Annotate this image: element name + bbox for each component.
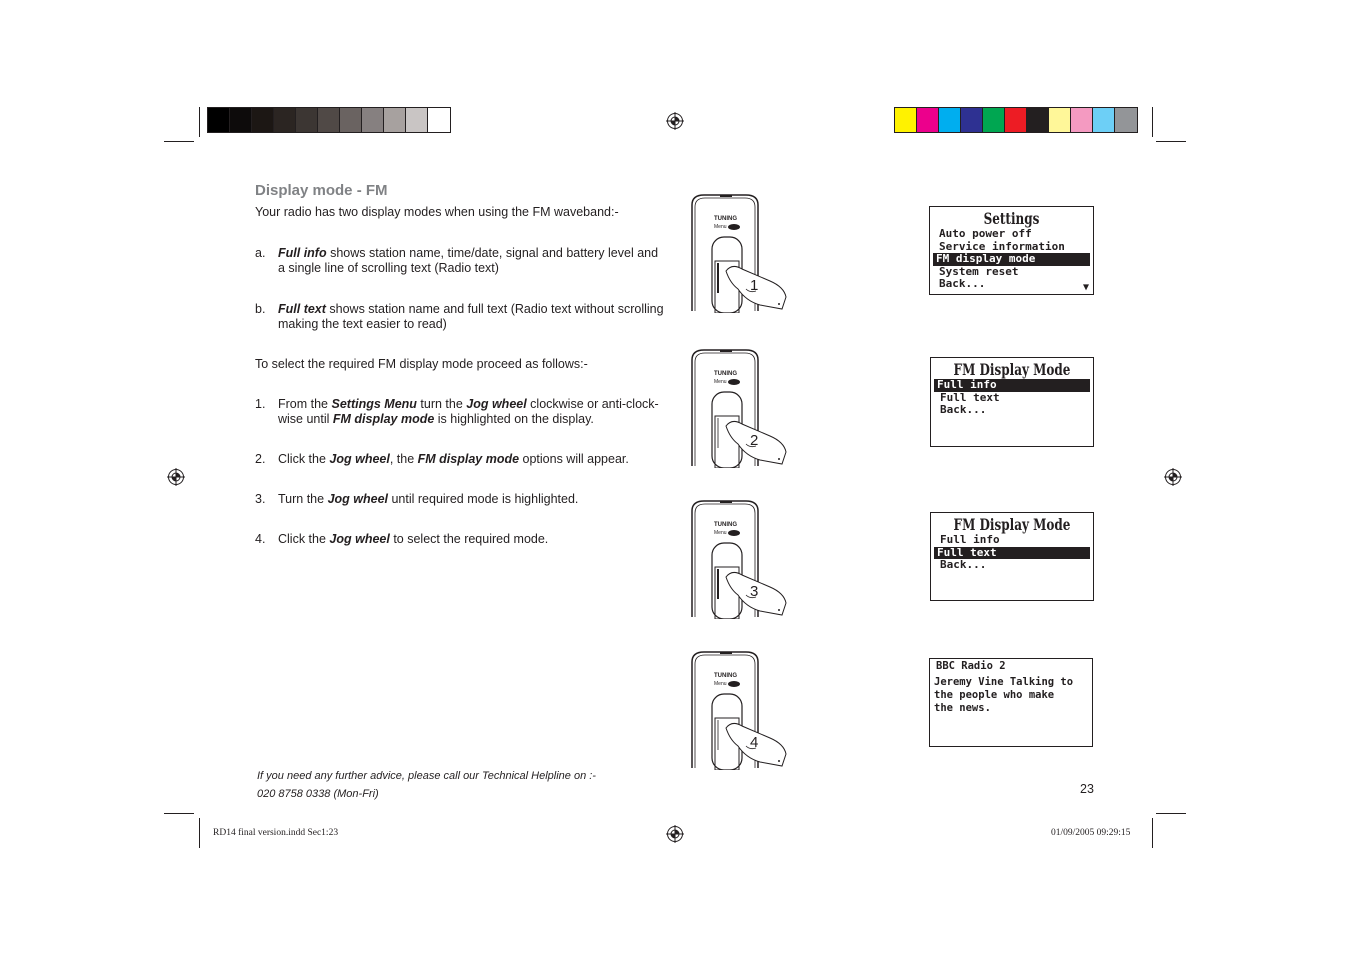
item-desc: shows station name, time/date, signal and battery level and <box>326 246 659 260</box>
menu-row-highlighted: FM display mode <box>933 253 1090 266</box>
step-text: , the <box>389 452 418 466</box>
menu-row-highlighted: Full info <box>934 379 1090 392</box>
menu-row: Full text <box>940 390 1000 404</box>
step-text: turn the <box>416 397 467 411</box>
color-swatch <box>1049 108 1071 132</box>
color-swatch <box>406 108 428 132</box>
intro-text: Your radio has two display modes when using the FM waveband:- <box>255 205 619 219</box>
color-swatch <box>230 108 252 132</box>
color-swatch <box>1005 108 1027 132</box>
color-swatch <box>1115 108 1137 132</box>
step-term: Jog wheel <box>329 532 390 546</box>
step-term: Jog wheel <box>329 452 390 466</box>
item-b-text <box>278 302 664 332</box>
lcd-settings-screen <box>929 206 1094 295</box>
item-desc: a single line of scrolling text (Radio text) <box>278 261 499 275</box>
step-2-text <box>278 452 629 467</box>
registration-mark-icon <box>666 825 684 843</box>
lcd-fm-display-mode-screen <box>930 357 1094 447</box>
step-4-text <box>278 532 548 547</box>
color-swatch <box>895 108 917 132</box>
color-swatch <box>296 108 318 132</box>
radio-hand-icon <box>690 348 790 468</box>
color-swatch <box>384 108 406 132</box>
registration-mark-icon <box>1164 468 1182 486</box>
color-swatch <box>428 108 450 132</box>
station-name: BBC Radio 2 <box>936 660 1006 672</box>
crop-mark <box>199 107 200 137</box>
crop-mark <box>1152 107 1153 137</box>
color-swatch <box>961 108 983 132</box>
menu-label: Menu <box>714 224 727 230</box>
step-text: until required mode is highlighted. <box>388 492 579 506</box>
radio-hand-icon <box>690 193 790 313</box>
radio-illustration <box>690 650 790 770</box>
step-text: is highlighted on the display. <box>434 412 594 426</box>
item-term: Full info <box>278 246 327 260</box>
item-desc: making the text easier to read) <box>278 317 447 331</box>
step-term: FM display mode <box>417 452 520 466</box>
scroll-down-icon: ▼ <box>1082 282 1089 293</box>
color-swatch <box>939 108 961 132</box>
crop-mark <box>1156 813 1186 814</box>
step-number-label: 2 <box>750 432 759 449</box>
step-term: Settings Menu <box>331 397 417 411</box>
registration-mark-icon <box>666 112 684 130</box>
radio-text-line: Jeremy Vine Talking to <box>934 676 1074 688</box>
radio-text-line: the people who make <box>934 689 1055 701</box>
menu-row: Full info <box>940 533 1000 546</box>
color-swatch <box>362 108 384 132</box>
step-3-text <box>278 492 578 507</box>
step-number: 3. <box>255 492 266 506</box>
step-number-label: 4 <box>750 734 759 751</box>
tuning-label: TUNING <box>714 371 737 377</box>
item-desc: shows station name and full text (Radio text without scrolling <box>325 302 664 316</box>
tuning-label: TUNING <box>714 522 737 528</box>
crop-mark <box>164 141 194 142</box>
step-term: FM display mode <box>332 412 435 426</box>
color-swatch <box>983 108 1005 132</box>
color-swatch <box>1093 108 1115 132</box>
menu-row: Back... <box>940 558 987 571</box>
item-letter: a. <box>255 246 266 260</box>
menu-row: System reset <box>939 264 1019 278</box>
lcd-radio-text-screen <box>929 658 1093 747</box>
color-swatch <box>1027 108 1049 132</box>
step-number-label: 1 <box>750 277 759 294</box>
menu-row: Auto power off <box>939 227 1032 240</box>
color-swatch <box>917 108 939 132</box>
item-term: Full text <box>278 302 326 316</box>
radio-hand-icon <box>690 650 790 770</box>
step-text: to select the required mode. <box>389 532 549 546</box>
color-swatch <box>318 108 340 132</box>
menu-row: Back... <box>939 277 986 290</box>
menu-row: Back... <box>940 403 987 416</box>
select-intro: To select the required FM display mode proceed as follows:- <box>255 357 588 371</box>
crop-mark <box>199 818 200 848</box>
color-swatch <box>208 108 230 132</box>
step-term: Jog wheel <box>466 397 527 411</box>
helpline-number: 020 8758 0338 (Mon-Fri) <box>257 788 379 800</box>
slug-date: 01/09/2005 09:29:15 <box>1051 828 1131 838</box>
step-number-label: 3 <box>750 583 759 600</box>
screen-title: FM Display Mode <box>953 515 1071 534</box>
color-bar <box>894 107 1138 133</box>
item-a-text <box>278 246 658 276</box>
helpline-text: If you need any further advice, please call our Technical Helpline on :- <box>257 770 596 782</box>
step-term: Jog wheel <box>327 492 388 506</box>
screen-title: Settings <box>983 209 1040 228</box>
tuning-label: TUNING <box>714 216 737 222</box>
step-text: options will appear. <box>519 452 629 466</box>
menu-label: Menu <box>714 530 727 536</box>
page-title: Display mode - FM <box>255 182 388 199</box>
step-number: 2. <box>255 452 266 466</box>
color-swatch <box>274 108 296 132</box>
radio-illustration <box>690 193 790 313</box>
menu-label: Menu <box>714 379 727 385</box>
radio-text <box>930 673 1092 715</box>
screen-title: FM Display Mode <box>953 360 1071 379</box>
step-text: Turn the <box>278 492 328 506</box>
slug-file: RD14 final version.indd Sec1:23 <box>213 828 339 838</box>
crop-mark <box>1152 818 1153 848</box>
step-number: 4. <box>255 532 266 546</box>
color-swatch <box>252 108 274 132</box>
menu-row-highlighted: Full text <box>934 547 1090 560</box>
step-text: Click the <box>278 532 330 546</box>
step-number: 1. <box>255 397 266 411</box>
step-text: From the <box>278 397 332 411</box>
step-text: clockwise or anti-clock- <box>526 397 659 411</box>
color-swatch <box>1071 108 1093 132</box>
step-text: wise until <box>278 412 333 426</box>
page-number: 23 <box>1080 782 1094 796</box>
registration-mark-icon <box>167 468 185 486</box>
grayscale-bar <box>207 107 451 133</box>
color-swatch <box>340 108 362 132</box>
step-text: Click the <box>278 452 330 466</box>
radio-hand-icon <box>690 499 790 619</box>
lcd-fm-display-mode-screen <box>930 512 1094 601</box>
crop-mark <box>164 813 194 814</box>
crop-mark <box>1156 141 1186 142</box>
item-letter: b. <box>255 302 266 316</box>
tuning-label: TUNING <box>714 673 737 679</box>
radio-illustration <box>690 499 790 619</box>
menu-label: Menu <box>714 681 727 687</box>
menu-row: Service information <box>939 239 1065 253</box>
radio-illustration <box>690 348 790 468</box>
step-1-text <box>278 397 659 427</box>
radio-text-line: the news. <box>934 702 991 714</box>
